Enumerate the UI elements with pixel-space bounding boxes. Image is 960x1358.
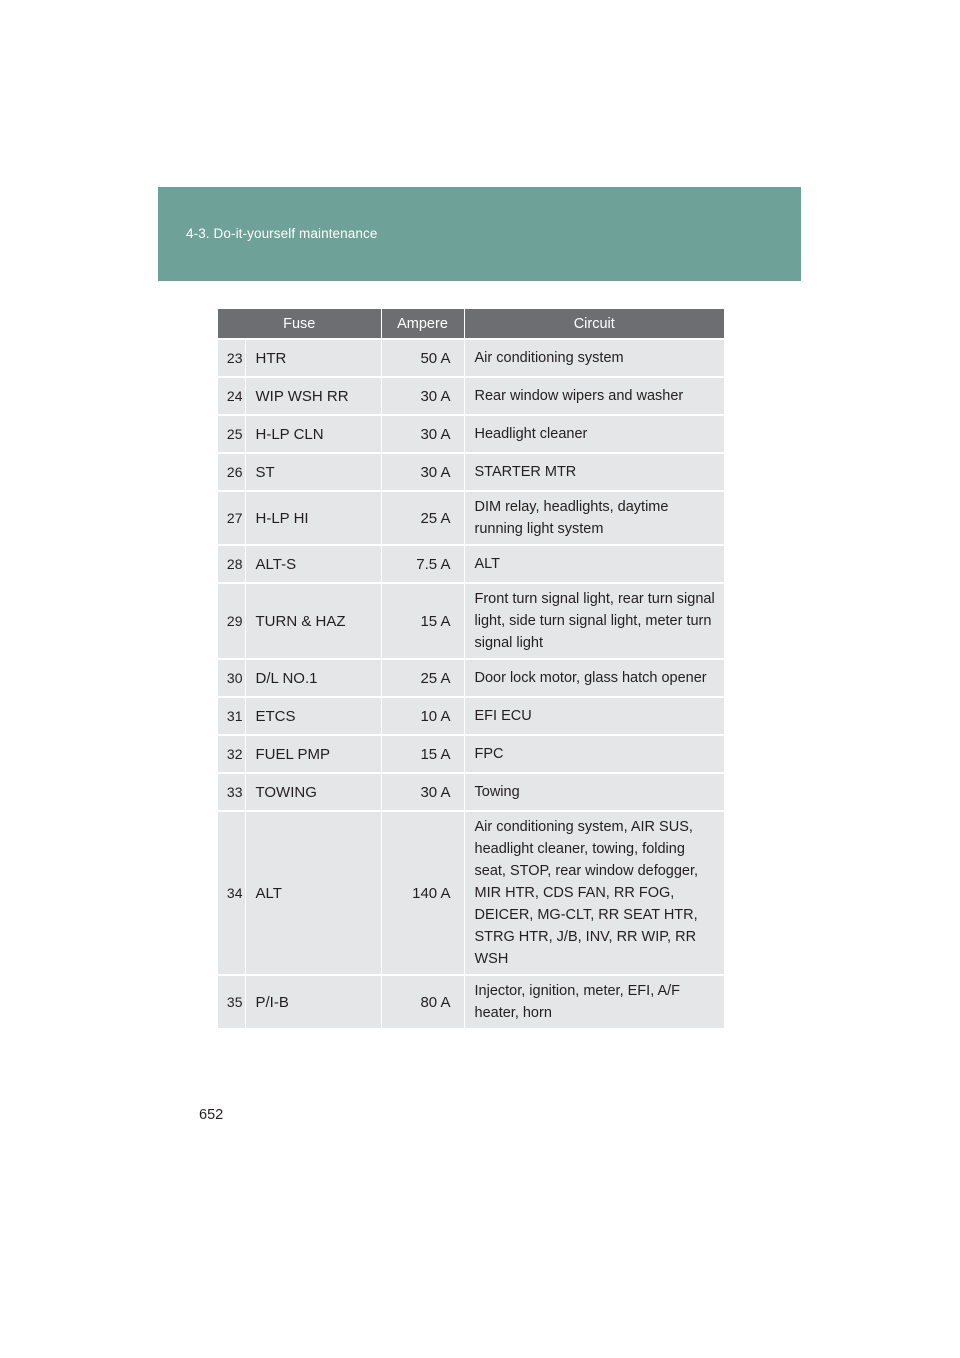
fuse-name: D/L NO.1	[245, 659, 381, 697]
table-row	[218, 811, 724, 975]
fuse-ampere: 30 A	[381, 377, 464, 415]
section-header-band	[158, 187, 801, 281]
fuse-ampere: 15 A	[381, 583, 464, 659]
fuse-circuit: Rear window wipers and washer	[464, 377, 724, 415]
table-header-row	[218, 309, 724, 339]
fuse-ampere: 10 A	[381, 697, 464, 735]
fuse-number: 24	[218, 377, 245, 415]
table-row	[218, 545, 724, 583]
fuse-ampere: 30 A	[381, 453, 464, 491]
fuse-number: 26	[218, 453, 245, 491]
fuse-name: TURN & HAZ	[245, 583, 381, 659]
fuse-number: 33	[218, 773, 245, 811]
fuse-circuit: Air conditioning system, AIR SUS, headlight cleaner, towing, folding seat, STOP, rear window defogger, MIR HTR, CDS FAN, RR FOG, DEICER, MG-CLT, RR SEAT HTR, STRG HTR, J/B, INV, RR WIP, RR WSH	[464, 811, 724, 975]
table-row	[218, 659, 724, 697]
fuse-ampere: 7.5 A	[381, 545, 464, 583]
column-header-fuse: Fuse	[218, 309, 381, 339]
fuse-name: TOWING	[245, 773, 381, 811]
fuse-circuit: FPC	[464, 735, 724, 773]
fuse-circuit: Air conditioning system	[464, 339, 724, 377]
column-header-ampere: Ampere	[381, 309, 464, 339]
fuse-circuit: Front turn signal light, rear turn signal light, side turn signal light, meter turn signal light	[464, 583, 724, 659]
fuse-ampere: 15 A	[381, 735, 464, 773]
fuse-name: H-LP CLN	[245, 415, 381, 453]
table-row	[218, 583, 724, 659]
fuse-number: 23	[218, 339, 245, 377]
table-row	[218, 339, 724, 377]
fuse-number: 30	[218, 659, 245, 697]
fuse-number: 31	[218, 697, 245, 735]
fuse-circuit: STARTER MTR	[464, 453, 724, 491]
fuse-number: 28	[218, 545, 245, 583]
fuse-ampere: 30 A	[381, 415, 464, 453]
fuse-circuit: Door lock motor, glass hatch opener	[464, 659, 724, 697]
table-row	[218, 377, 724, 415]
fuse-ampere: 50 A	[381, 339, 464, 377]
fuse-ampere: 30 A	[381, 773, 464, 811]
column-header-circuit: Circuit	[464, 309, 724, 339]
table-row	[218, 773, 724, 811]
fuse-number: 35	[218, 975, 245, 1028]
table-row	[218, 453, 724, 491]
fuse-name: ETCS	[245, 697, 381, 735]
fuse-circuit: Towing	[464, 773, 724, 811]
fuse-circuit: DIM relay, headlights, daytime running light system	[464, 491, 724, 545]
fuse-circuit: ALT	[464, 545, 724, 583]
fuse-ampere: 25 A	[381, 491, 464, 545]
fuse-circuit: Headlight cleaner	[464, 415, 724, 453]
fuse-name: HTR	[245, 339, 381, 377]
fuse-number: 29	[218, 583, 245, 659]
fuse-ampere: 80 A	[381, 975, 464, 1028]
table-row	[218, 491, 724, 545]
fuse-ampere: 140 A	[381, 811, 464, 975]
fuse-number: 25	[218, 415, 245, 453]
fuse-name: P/I-B	[245, 975, 381, 1028]
table-row	[218, 735, 724, 773]
fuse-number: 34	[218, 811, 245, 975]
table-row	[218, 415, 724, 453]
fuse-name: ALT-S	[245, 545, 381, 583]
fuse-name: FUEL PMP	[245, 735, 381, 773]
fuse-ampere: 25 A	[381, 659, 464, 697]
fuse-circuit: EFI ECU	[464, 697, 724, 735]
table-row	[218, 975, 724, 1028]
section-title: 4-3. Do-it-yourself maintenance	[186, 226, 378, 241]
fuse-name: H-LP HI	[245, 491, 381, 545]
fuse-circuit: Injector, ignition, meter, EFI, A/F heater, horn	[464, 975, 724, 1028]
table-row	[218, 697, 724, 735]
page-number: 652	[199, 1107, 224, 1123]
fuse-name: WIP WSH RR	[245, 377, 381, 415]
fuse-table	[218, 309, 724, 1028]
fuse-number: 27	[218, 491, 245, 545]
fuse-name: ALT	[245, 811, 381, 975]
fuse-name: ST	[245, 453, 381, 491]
fuse-number: 32	[218, 735, 245, 773]
